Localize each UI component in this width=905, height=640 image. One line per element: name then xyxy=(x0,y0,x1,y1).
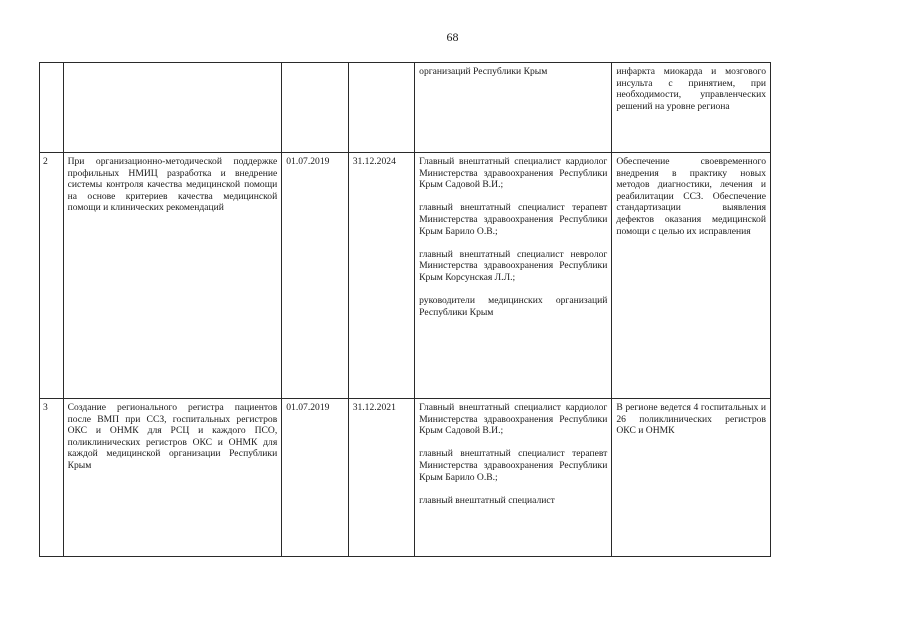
responsible-entry: организаций Республики Крым xyxy=(419,66,548,77)
action-cell: При организационно-методической поддержке профильных НМИЦ разработка и внедрение системы контроля качества медицинской помощи на основе критериев качества медицинской помощи и клинических рекомендаций xyxy=(63,153,282,399)
start-date-cell: 01.07.2019 xyxy=(282,399,348,557)
row-number-cell: 2 xyxy=(40,153,64,399)
result-cell: инфаркта миокарда и мозгового инсульта с принятием, при необходимости, управленческих решений на уровне региона xyxy=(612,63,771,153)
start-date-cell xyxy=(282,63,348,153)
action-cell: Создание регионального регистра пациентов после ВМП при ССЗ, госпитальных регистров ОКС и ОНМК для РСЦ и каждого ПСО, поликлинических регистров ОКС и ОНМК для каждой медицинской организации Республики Крым xyxy=(63,399,282,557)
end-date-cell: 31.12.2021 xyxy=(348,399,414,557)
row-number-cell xyxy=(40,63,64,153)
row-number-cell: 3 xyxy=(40,399,64,557)
responsible-entry: главный внештатный специалист терапевт Министерства здравоохранения Республики Крым Барило О.В.; xyxy=(419,202,608,237)
responsible-entry: главный внештатный специалист терапевт Министерства здравоохранения Республики Крым Барило О.В.; xyxy=(419,448,608,483)
start-date-cell: 01.07.2019 xyxy=(282,153,348,399)
responsible-cell xyxy=(415,63,612,153)
action-cell xyxy=(63,63,282,153)
responsible-cell xyxy=(415,153,612,399)
responsible-entry: руководители медицинских организаций Республики Крым xyxy=(419,295,608,318)
end-date-cell xyxy=(348,63,414,153)
result-cell: В регионе ведется 4 госпитальных и 26 поликлинических регистров ОКС и ОНМК xyxy=(612,399,771,557)
table-row xyxy=(40,63,771,153)
table-row xyxy=(40,153,771,399)
end-date-cell: 31.12.2024 xyxy=(348,153,414,399)
responsible-entry: Главный внештатный специалист кардиолог Министерства здравоохранения Республики Крым Садовой В.И.; xyxy=(419,402,608,437)
responsible-entry: Главный внештатный специалист кардиолог Министерства здравоохранения Республики Крым Садовой В.И.; xyxy=(419,156,608,191)
responsible-entry: главный внештатный специалист xyxy=(419,494,555,506)
page-number: 68 xyxy=(446,30,459,44)
responsible-cell xyxy=(415,399,612,557)
plan-table xyxy=(39,62,771,557)
table-row xyxy=(40,399,771,557)
result-cell: Обеспечение своевременного внедрения в практику новых методов диагностики, лечения и реабилитации ССЗ. Обеспечение стандартизации выявления дефектов оказания медицинской помощи с целью их исправления xyxy=(612,153,771,399)
responsible-entry: главный внештатный специалист невролог Министерства здравоохранения Республики Крым Корсунская Л.Л.; xyxy=(419,248,608,283)
